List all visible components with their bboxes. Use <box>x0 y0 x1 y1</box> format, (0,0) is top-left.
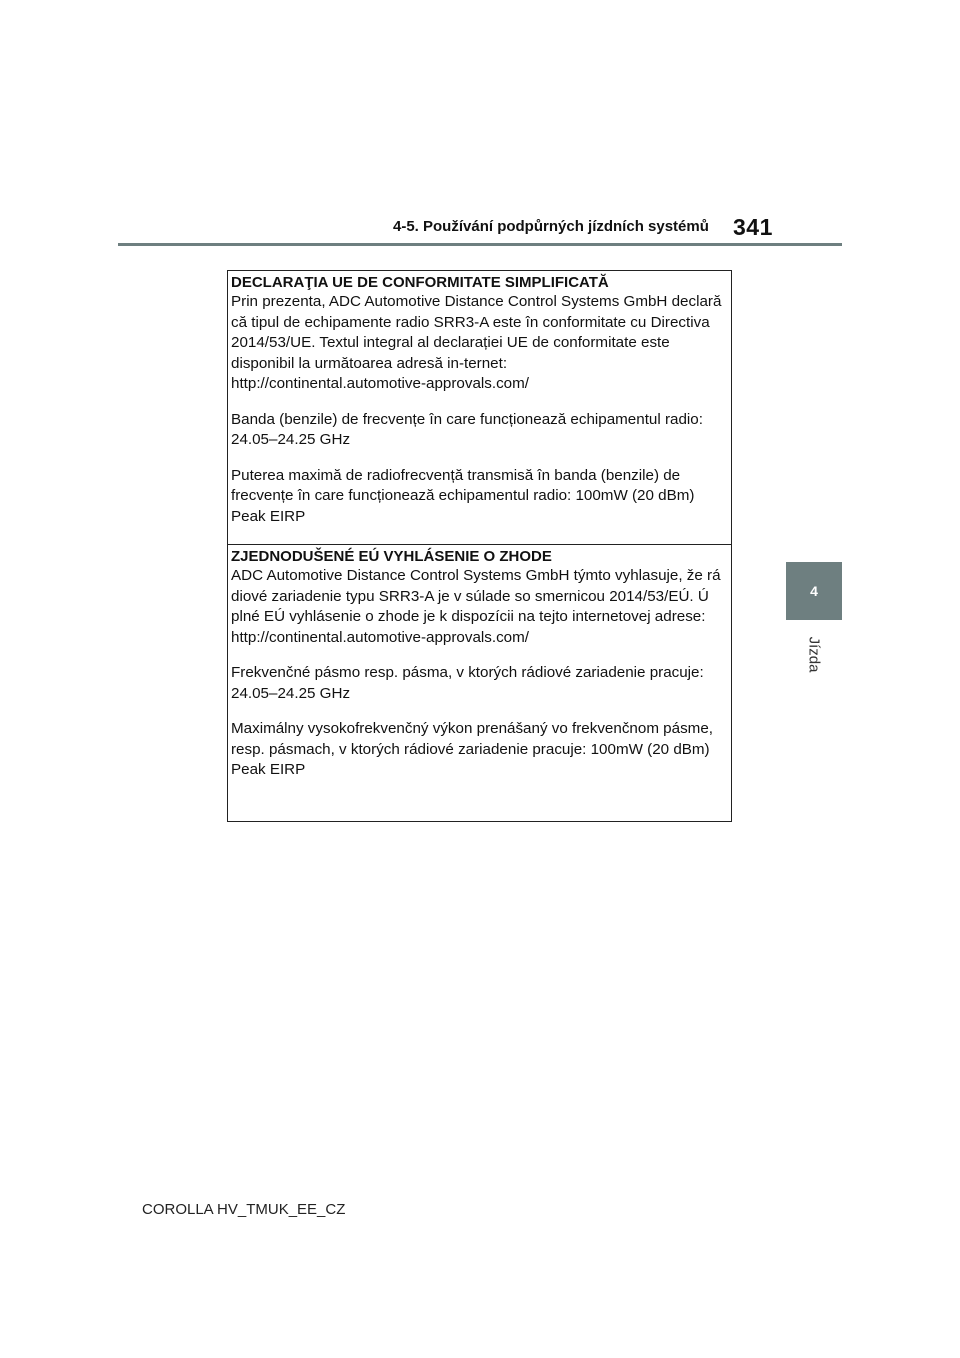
header-rule <box>118 243 842 246</box>
declaration-paragraph: Banda (benzile) de frecvențe în care funcționează echipamentul radio: 24.05–24.25 GHz <box>231 410 703 448</box>
section-title: 4-5. Používání podpůrných jízdních systémů <box>393 218 709 235</box>
declaration-paragraph: Puterea maximă de radiofrecvență transmisă în banda (benzile) de frecvențe în care funcționează echipamentul radio: 100mW (20 dBm) Peak EIRP <box>231 466 695 525</box>
declaration-title: ZJEDNODUŠENÉ EÚ VYHLÁSENIE O ZHODE <box>231 548 552 565</box>
chapter-number: 4 <box>810 583 818 599</box>
declaration-paragraph: Frekvenčné pásmo resp. pásma, v ktorých rádiové zariadenie pracuje: 24.05–24.25 GHz <box>231 664 704 702</box>
chapter-label <box>806 630 822 678</box>
chapter-label-text: Jízda <box>805 636 823 672</box>
document-code: COROLLA HV_TMUK_EE_CZ <box>142 1201 346 1218</box>
declaration-paragraph: ADC Automotive Distance Control Systems GmbH týmto vyhlasuje, že rá diové zariadenie typu SRR3-A je v súlade so smernicou 2014/53/EÚ. Ú plné EÚ vyhlásenie o zhode je k dispozícii na tejto internetovej adrese: http://continental.automotive-approvals.com/ <box>231 567 721 646</box>
chapter-tab <box>786 562 842 620</box>
declaration-paragraph: Prin prezenta, ADC Automotive Distance Control Systems GmbH declară că tipul de echipamente radio SRR3-A este în conformitate cu Directiva 2014/53/UE. Textul integral al declarației UE de conformitate este disponibil la următoarea adresă in-ternet: http://continental.automotive-approvals.com/ <box>231 293 722 392</box>
declaration-slovak <box>228 545 731 821</box>
declaration-paragraph: Maximálny vysokofrekvenčný výkon prenášaný vo frekvenčnom pásme, resp. pásmach, v ktorých rádiové zariadenie pracuje: 100mW (20 dBm) Peak EIRP <box>231 720 713 778</box>
declaration-title: DECLARAŢIA UE DE CONFORMITATE SIMPLIFICATĂ <box>231 274 609 291</box>
declaration-box <box>227 270 732 822</box>
page-number: 341 <box>733 214 773 240</box>
declaration-romanian <box>228 271 731 545</box>
